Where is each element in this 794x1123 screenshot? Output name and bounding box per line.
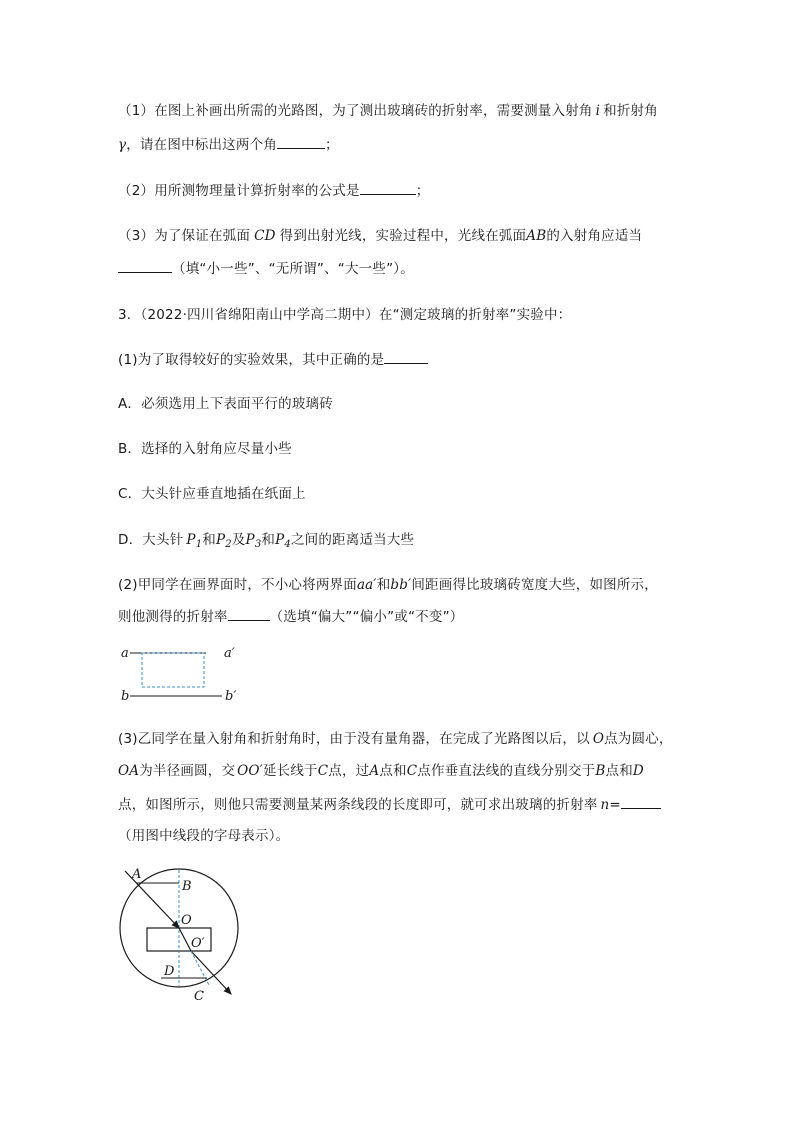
segment-oo: OO′ bbox=[237, 763, 263, 779]
q2-part3-text-b: 得到出射光线，实验过程中，光线在弧面 bbox=[279, 228, 527, 244]
q3-option-c bbox=[118, 484, 306, 504]
refracted-ray bbox=[179, 928, 191, 951]
answer-blank[interactable] bbox=[118, 258, 172, 273]
q2-part2-end: ； bbox=[415, 183, 430, 199]
segment-oa: OA bbox=[118, 763, 140, 779]
q3-sub3-text: (3)乙同学在量入射角和折射角时，由于没有量角器，在完成了光路图以后，以 bbox=[118, 731, 590, 747]
point-d: D bbox=[632, 763, 644, 779]
q3-sub3-text-e: 点，过 bbox=[328, 763, 370, 779]
label-a: a bbox=[121, 646, 129, 661]
q2-part2-text: （2）用所测物理量计算折射率的公式是 bbox=[118, 183, 360, 199]
option-d-text: D．大头针 bbox=[118, 532, 184, 548]
q2-part3-line2 bbox=[118, 258, 414, 279]
label-D: D bbox=[164, 964, 175, 979]
option-a-text: A．必须选用上下表面平行的玻璃砖 bbox=[118, 396, 333, 412]
q3-sub2-text-b: 间距画得比玻璃砖宽度大些，如图所示， bbox=[411, 577, 658, 593]
q2-part3-text-d: （填“小一些”、“无所谓”、“大一些”）。 bbox=[172, 261, 414, 277]
q3-sub3-text-d: 延长线于 bbox=[262, 763, 318, 779]
q3-sub1 bbox=[118, 349, 428, 370]
q3-sub3-text-g: 点作垂直法线的直线分别交于 bbox=[417, 763, 596, 779]
q3-sub3-line4 bbox=[118, 826, 289, 846]
point-c: C bbox=[406, 763, 418, 779]
label-B: B bbox=[182, 879, 192, 894]
pin-p1-sub: 1 bbox=[195, 539, 203, 550]
q2-part1-text-c: ，请在图中标出这两个角 bbox=[126, 137, 277, 153]
pin-p1: P bbox=[186, 532, 196, 548]
q3-sub3-text-c: 为半径画圆，交 bbox=[139, 763, 236, 779]
q2-part2-line bbox=[118, 180, 429, 201]
label-O: O bbox=[181, 913, 192, 928]
label-a-prime: a′ bbox=[224, 646, 235, 661]
answer-blank[interactable] bbox=[384, 349, 428, 364]
option-d-and: 和 bbox=[202, 532, 216, 548]
q3-sub2-line2 bbox=[118, 606, 463, 627]
answer-blank[interactable] bbox=[228, 606, 270, 621]
answer-blank[interactable] bbox=[621, 794, 661, 809]
q3-sub1-text: (1)为了取得较好的实验效果，其中正确的是 bbox=[118, 352, 385, 368]
pin-p3: P bbox=[245, 532, 255, 548]
incidence-angle-symbol: i bbox=[595, 103, 601, 119]
q3-sub2-text-c: 则他测得的折射率 bbox=[118, 609, 228, 625]
answer-blank[interactable] bbox=[277, 134, 325, 149]
refraction-angle-symbol: γ bbox=[118, 137, 127, 153]
q2-part1-line2 bbox=[118, 134, 339, 155]
q3-sub2-and: 和 bbox=[376, 577, 391, 593]
option-d-text-b: 之间的距离适当大些 bbox=[290, 532, 415, 548]
point-c: C bbox=[317, 763, 329, 779]
q3-sub3-text-f: 点和 bbox=[379, 763, 407, 779]
pin-p4-sub: 4 bbox=[284, 539, 291, 550]
pin-p2-sub: 2 bbox=[225, 539, 232, 550]
q3-sub3-text-i: 点，如图所示，则他只需要测量某两条线段的长度即可，就可求出玻璃的折射率 bbox=[118, 797, 598, 813]
option-d-and: 及 bbox=[231, 532, 246, 548]
q3-sub3-line1 bbox=[118, 729, 673, 749]
q3-header-text: 3．（2022·四川省绵阳南山中学高二期中）在“测定玻璃的折射率”实验中： bbox=[118, 307, 572, 323]
label-O-prime: O′ bbox=[191, 936, 205, 951]
option-c-text: C．大头针应垂直地插在纸面上 bbox=[118, 486, 306, 502]
option-b-text: B．选择的入射角应尽量小些 bbox=[118, 441, 292, 457]
interface-figure bbox=[110, 640, 250, 705]
label-A: A bbox=[132, 867, 142, 882]
point-a: A bbox=[369, 763, 380, 779]
q3-sub3-line2 bbox=[118, 761, 644, 781]
label-b: b bbox=[121, 689, 130, 704]
q3-sub2-text: (2)甲同学在画界面时，不小心将两界面 bbox=[118, 577, 357, 593]
q2-part3-line1 bbox=[118, 226, 642, 246]
q3-sub2-text-d: （选填“偏大”“偏小”或“不变”） bbox=[269, 609, 464, 625]
q3-sub3-text-j: （用图中线段的字母表示）。 bbox=[118, 828, 290, 844]
answer-blank[interactable] bbox=[360, 180, 416, 195]
interface-bb: bb′ bbox=[390, 577, 412, 593]
arc-ab-symbol: AB bbox=[526, 228, 547, 244]
pin-p3-sub: 3 bbox=[254, 539, 262, 550]
glass-block-dashed bbox=[142, 653, 204, 687]
point-o: O bbox=[592, 731, 605, 747]
q3-sub2-line1 bbox=[118, 575, 658, 595]
q2-part1-line1 bbox=[118, 101, 658, 121]
equals-sign: = bbox=[609, 797, 621, 813]
q3-option-b bbox=[118, 439, 292, 459]
circle-construction-figure bbox=[115, 860, 255, 1010]
q3-option-d bbox=[118, 530, 414, 555]
option-d-and: 和 bbox=[261, 532, 276, 548]
label-b-prime: b′ bbox=[225, 689, 237, 704]
q2-part3-text-c: 的入射角应适当 bbox=[546, 228, 643, 244]
label-C: C bbox=[194, 989, 204, 1004]
interface-aa: aa′ bbox=[356, 577, 377, 593]
q3-sub3-text-b: 点为圆心， bbox=[604, 731, 673, 747]
q2-part1-text-b: 和折射角 bbox=[603, 103, 658, 119]
refractive-index-n: n bbox=[600, 797, 610, 813]
q3-option-a bbox=[118, 394, 333, 414]
emergent-ray bbox=[191, 951, 231, 994]
q2-part1-text: （1）在图上补画出所需的光路图，为了测出玻璃砖的折射率，需要测量入射角 bbox=[118, 103, 593, 119]
q3-header bbox=[118, 305, 571, 325]
q3-sub3-line3 bbox=[118, 794, 661, 815]
q2-part3-text: （3）为了保证在弧面 bbox=[118, 228, 251, 244]
pin-p4: P bbox=[275, 532, 285, 548]
q3-sub3-text-h: 点和 bbox=[605, 763, 633, 779]
arc-cd-symbol: CD bbox=[254, 228, 276, 244]
q2-part1-end: ； bbox=[324, 137, 339, 153]
point-b: B bbox=[595, 763, 606, 779]
pin-p2: P bbox=[215, 532, 226, 548]
